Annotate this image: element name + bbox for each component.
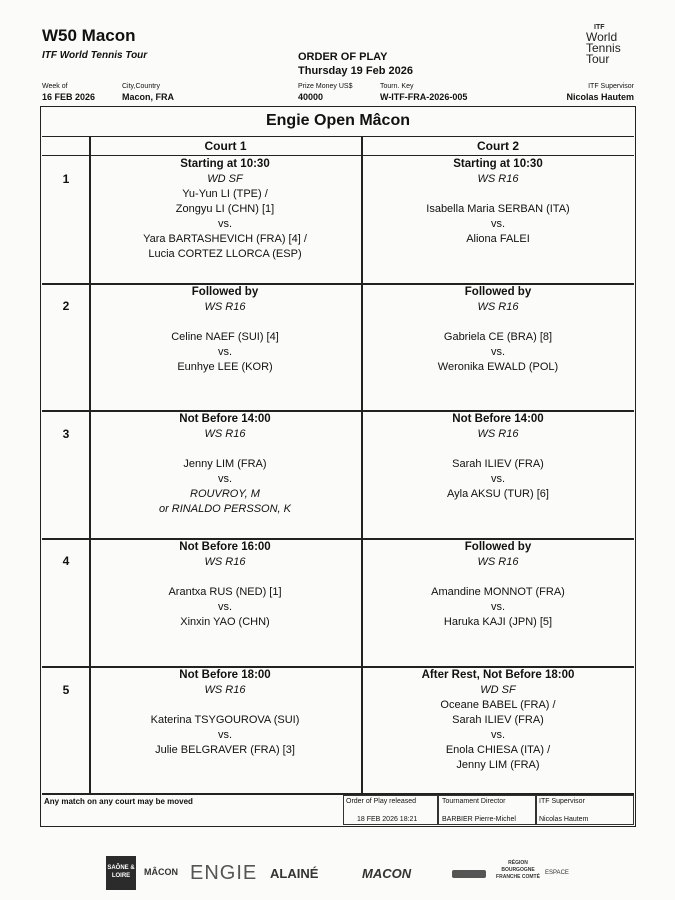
tour-name: ITF World Tennis Tour (42, 50, 148, 61)
player-line: Yara BARTASHEVICH (FRA) [4] / (143, 233, 307, 245)
player-line: Zongyu LI (CHN) [1] (175, 203, 275, 215)
match-round: WS R16 (477, 428, 519, 440)
engie-logo: ENGIE (190, 862, 258, 884)
prize-value: 40000 (298, 92, 324, 102)
match-time: Not Before 18:00 (179, 669, 271, 681)
versus: vs. (490, 729, 506, 741)
match-round: WS R16 (204, 428, 246, 440)
row-number: 3 (62, 427, 70, 441)
spacer (90, 442, 360, 457)
versus: vs. (490, 601, 506, 613)
player-line: Arantxa RUS (NED) [1] (168, 586, 282, 598)
versus: vs. (217, 473, 233, 485)
match-round: WS R16 (204, 684, 246, 696)
player-line: or RINALDO PERSSON, K (158, 503, 292, 515)
match-round: WS R16 (477, 301, 519, 313)
match-time: After Rest, Not Before 18:00 (421, 669, 575, 681)
week-value: 16 FEB 2026 (42, 92, 96, 102)
court-1-match-1 (90, 157, 360, 262)
match-round: WD SF (480, 684, 516, 696)
player-line: Jenny LIM (FRA) (456, 759, 540, 771)
saone-loire-logo: SAÔNE & LOIRE (106, 856, 136, 890)
match-round: WD SF (207, 173, 243, 185)
player-line: Celine NAEF (SUI) [4] (171, 331, 279, 343)
match-time: Not Before 14:00 (179, 413, 271, 425)
court-2-header: Court 2 (362, 137, 634, 156)
player-line: Ayla AKSU (TUR) [6] (447, 488, 549, 500)
match-round: WS R16 (477, 556, 519, 568)
logo-line-3: Tour (586, 52, 610, 66)
spacer (90, 698, 360, 713)
order-of-play-label: ORDER OF PLAY (298, 51, 388, 63)
supervisor-value: Nicolas Hautem (566, 92, 634, 102)
spacer (90, 315, 360, 330)
footer-supervisor-label: ITF Supervisor (539, 798, 585, 805)
player-line: Weronika EWALD (POL) (437, 361, 559, 373)
match-round: WS R16 (477, 173, 519, 185)
player-line: ROUVROY, M (190, 488, 260, 500)
logo-itf: ITF (594, 24, 605, 31)
player-line: Amandine MONNOT (FRA) (431, 586, 565, 598)
order-of-play-heading (298, 50, 413, 78)
key-value: W-ITF-FRA-2026-005 (380, 92, 468, 102)
player-line: Lucia CORTEZ LLORCA (ESP) (148, 248, 302, 260)
spacer (363, 315, 633, 330)
key-label: Tourn. Key (380, 83, 414, 90)
prize-money (298, 82, 352, 102)
player-line: Enola CHIESA (ITA) / (445, 744, 551, 756)
order-of-play-date: Thursday 19 Feb 2026 (298, 65, 413, 77)
prize-label: Prize Money US$ (298, 83, 353, 90)
itf-world-tennis-tour-logo (586, 24, 644, 65)
match-time: Not Before 16:00 (179, 541, 271, 553)
match-time: Followed by (464, 286, 532, 298)
player-line: Haruka KAJI (JPN) [5] (443, 616, 553, 628)
espace-logo: ESPACE (545, 870, 569, 876)
row-number: 1 (62, 172, 70, 186)
match-time: Followed by (191, 286, 259, 298)
court-1-match-2 (90, 285, 360, 375)
court-2-match-4 (363, 540, 633, 630)
player-line: Gabriela CE (BRA) [8] (443, 331, 553, 343)
macon-city-logo: MÂCON (144, 867, 178, 877)
player-line: Sarah ILIEV (FRA) (452, 458, 544, 470)
corner-cell (42, 137, 90, 156)
versus: vs. (217, 601, 233, 613)
alaine-logo: ALAINÉ (270, 866, 319, 881)
player-line: Aliona FALEI (466, 233, 530, 245)
player-line: Eunhye LEE (KOR) (177, 361, 273, 373)
footer-supervisor-value: Nicolas Hautem (539, 816, 589, 823)
released-label: Order of Play released (346, 798, 417, 805)
region-logo: RÉGION BOURGOGNE FRANCHE COMTÉ (496, 860, 540, 880)
versus: vs. (217, 346, 233, 358)
versus: vs. (490, 346, 506, 358)
event-title: W50 Macon (42, 26, 136, 45)
player-line: Oceane BABEL (FRA) / (440, 699, 556, 711)
tournament-name: Engie Open Mâcon (42, 106, 634, 137)
court-2-match-5 (363, 668, 633, 773)
sponsor-logo (452, 870, 486, 878)
tournament-key (380, 82, 467, 102)
row-number: 4 (62, 554, 70, 568)
court-2-match-2 (363, 285, 633, 375)
spacer (363, 187, 633, 202)
move-note: Any match on any court may be moved (44, 797, 193, 806)
logo-line-2: Tennis (586, 41, 621, 55)
match-time: Not Before 14:00 (452, 413, 544, 425)
court-1-match-5 (90, 668, 360, 758)
player-line: Isabella Maria SERBAN (ITA) (426, 203, 570, 215)
director-value: BARBIER Pierre-Michel (442, 816, 516, 823)
court-2-match-3 (363, 412, 633, 502)
court-2-match-1 (363, 157, 633, 247)
week-label: Week of (42, 83, 68, 90)
court-1-match-4 (90, 540, 360, 630)
spacer (363, 570, 633, 585)
versus: vs. (490, 473, 506, 485)
match-round: WS R16 (204, 301, 246, 313)
match-time: Followed by (464, 541, 532, 553)
player-line: Julie BELGRAVER (FRA) [3] (155, 744, 295, 756)
week-of (42, 82, 95, 102)
row-number: 5 (62, 683, 70, 697)
macon-logo: MACON (362, 866, 412, 881)
city-label: City,Country (122, 83, 160, 90)
spacer (363, 442, 633, 457)
logo-line-1: World (586, 30, 618, 44)
player-line: Katerina TSYGOUROVA (SUI) (150, 714, 300, 726)
spacer (90, 570, 360, 585)
player-line: Yu-Yun LI (TPE) / (182, 188, 268, 200)
city-value: Macon, FRA (122, 92, 175, 102)
supervisor-label: ITF Supervisor (588, 83, 634, 90)
director-label: Tournament Director (442, 798, 506, 805)
versus: vs. (217, 729, 233, 741)
match-time: Starting at 10:30 (180, 158, 270, 170)
row-number: 2 (62, 299, 70, 313)
released-value: 18 FEB 2026 18:21 (357, 816, 418, 823)
player-line: Jenny LIM (FRA) (183, 458, 267, 470)
versus: vs. (490, 218, 506, 230)
player-line: Sarah ILIEV (FRA) (452, 714, 544, 726)
city-country (122, 82, 174, 102)
player-line: Xinxin YAO (CHN) (180, 616, 270, 628)
versus: vs. (217, 218, 233, 230)
court-1-header: Court 1 (90, 137, 361, 156)
match-round: WS R16 (204, 556, 246, 568)
match-time: Starting at 10:30 (453, 158, 543, 170)
itf-supervisor (540, 82, 634, 102)
court-1-match-3 (90, 412, 360, 517)
